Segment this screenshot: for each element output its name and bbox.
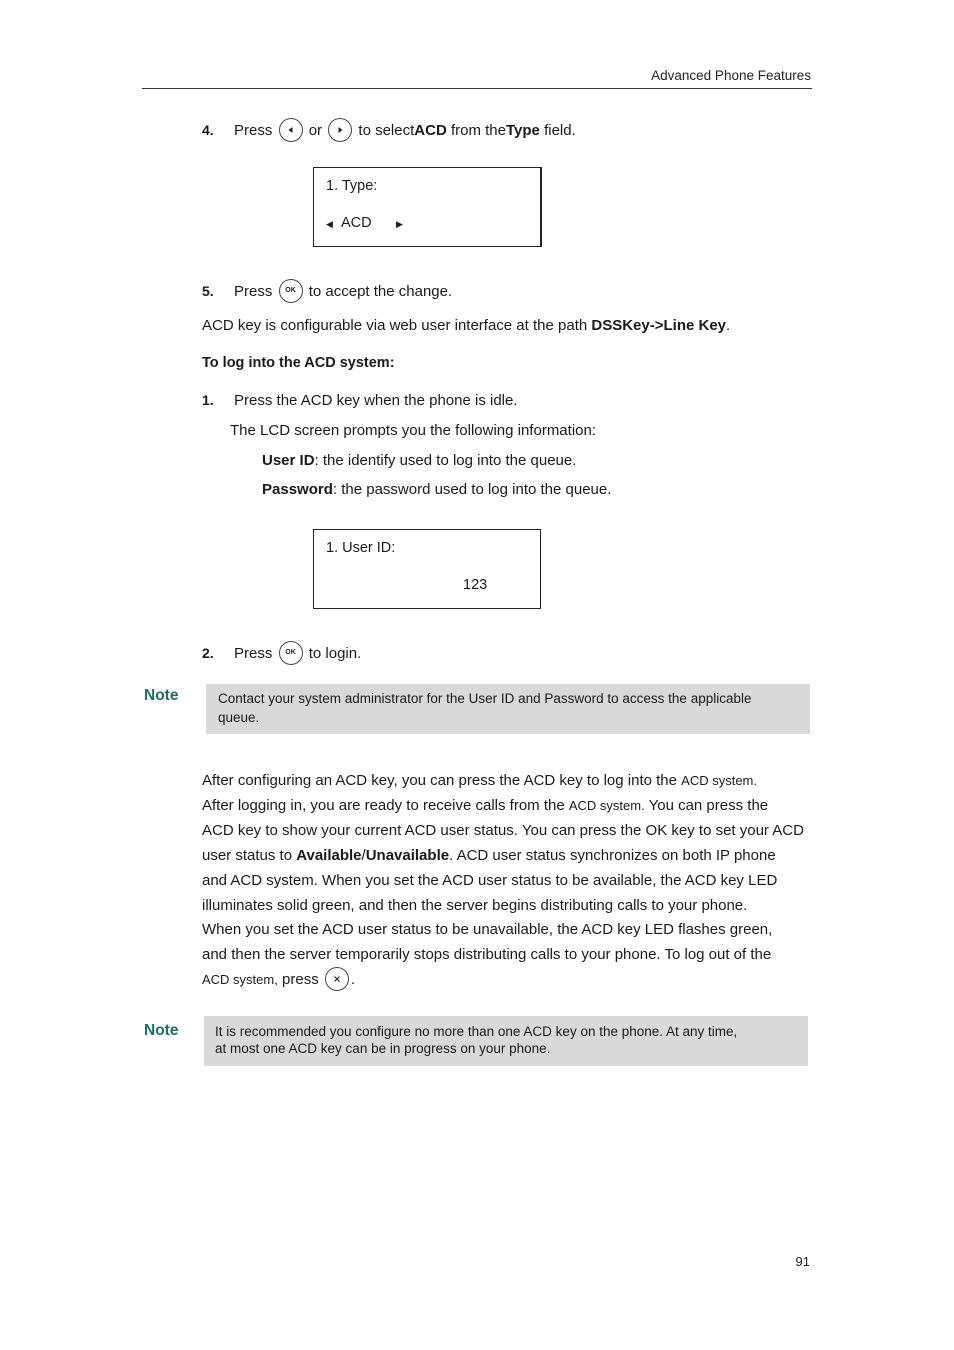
lcd-line-1: 1. User ID:	[326, 540, 396, 556]
step-text: Press	[234, 282, 273, 300]
cancel-x-key-icon	[325, 967, 349, 991]
text-run: After logging in, you are ready to receive calls from the	[202, 796, 569, 814]
user-id-text: : the identify used to log into the queue.	[314, 452, 577, 469]
lcd-screen-user-id	[313, 529, 541, 609]
page-header-title: Advanced Phone Features	[651, 68, 811, 83]
paragraph-line: and then the server temporarily stops distributing calls to your phone. To log out of the	[202, 946, 772, 964]
step-text: to accept the change.	[308, 282, 453, 300]
left-arrow-key-icon	[279, 118, 303, 142]
note-label: Note	[144, 1022, 179, 1039]
paragraph-line: ACD key to show your current ACD user status. You can press the OK key to set your ACD	[202, 821, 804, 839]
step-text: to login.	[308, 644, 362, 662]
login-heading: To log into the ACD system:	[202, 355, 395, 371]
password-label: Password	[262, 481, 333, 498]
user-id-description	[262, 452, 576, 469]
text-run: /	[361, 846, 366, 864]
paragraph-line: and ACD system. When you set the ACD user status to be available, the ACD key LED	[202, 871, 778, 889]
path-arrow: ->	[649, 317, 664, 334]
login-step-1	[202, 392, 518, 409]
header-rule	[142, 88, 812, 89]
config-end: .	[726, 317, 731, 334]
paragraph-line	[202, 968, 814, 993]
right-arrow-key-icon	[328, 118, 352, 142]
step-4	[202, 119, 576, 143]
step-text: field.	[544, 121, 576, 139]
note-line: Contact your system administrator for the User ID and Password to access the applicable	[218, 691, 752, 706]
paragraph-line	[202, 769, 814, 794]
path-dsskey: DSSKey	[591, 317, 650, 334]
step-number: 2.	[202, 644, 214, 661]
password-text: : the password used to log into the queue.	[332, 481, 612, 498]
config-text: ACD key is configurable via web user interface at the path	[202, 317, 588, 334]
text-run: .	[350, 971, 356, 989]
step-number: 4.	[202, 121, 214, 138]
step-text: or	[308, 121, 323, 139]
user-id-label: User ID	[262, 452, 315, 469]
step-text: Press	[234, 644, 273, 662]
lcd-line-1: 1. Type:	[326, 178, 378, 194]
text-run: . ACD user status synchronizes on both IP phone	[449, 846, 776, 864]
step-5	[202, 280, 452, 304]
step-number: 5.	[202, 282, 214, 299]
acd-description-paragraph	[202, 769, 814, 993]
note-box	[204, 1016, 808, 1066]
available-term: Available	[296, 846, 362, 864]
ok-key-icon: OK	[279, 279, 303, 303]
ok-key-icon: OK	[279, 641, 303, 665]
note-line: queue.	[218, 710, 260, 725]
step-text: Press the ACD key when the phone is idle.	[234, 392, 518, 409]
page-number: 91	[795, 1254, 810, 1269]
note-box	[206, 684, 810, 734]
login-step-2	[202, 642, 361, 666]
step-text: Press	[234, 121, 273, 139]
note-label: Note	[144, 687, 179, 704]
step-number: 1.	[202, 392, 214, 408]
lcd-value: ACD	[341, 215, 372, 231]
login-step-1-sub: The LCD screen prompts you the following information:	[230, 422, 597, 439]
text-run: user status to	[202, 846, 297, 864]
text-run: press	[277, 971, 319, 989]
step-text: from the	[450, 121, 506, 139]
text-run: You can press the	[644, 796, 769, 814]
text-run: After configuring an ACD key, you can press the ACD key to log into the	[202, 772, 682, 789]
lcd-left-arrow-icon: ◀	[326, 219, 333, 229]
paragraph-line	[202, 844, 814, 869]
paragraph-line: When you set the ACD user status to be unavailable, the ACD key LED flashes green,	[202, 921, 773, 939]
note-line: at most one ACD key can be in progress on your phone.	[215, 1041, 551, 1056]
type-term: Type	[505, 121, 540, 139]
password-description	[262, 481, 611, 498]
paragraph-line: illuminates solid green, and then the server begins distributing calls to your phone.	[202, 896, 748, 914]
lcd-value: 123	[463, 577, 488, 593]
note-line: It is recommended you configure no more than one ACD key on the phone. At any time,	[215, 1024, 738, 1039]
unavailable-term: Unavailable	[365, 846, 450, 864]
config-path-line	[202, 317, 730, 334]
paragraph-line	[202, 794, 814, 819]
lcd-screen-type	[313, 167, 542, 247]
path-line-key: Line Key	[663, 317, 727, 334]
acd-term: ACD	[414, 121, 447, 139]
text-run: ACD system.	[568, 797, 645, 813]
lcd-right-arrow-icon: ▶	[396, 219, 403, 229]
step-text: to select	[358, 121, 415, 139]
text-run: ACD system,	[202, 972, 278, 988]
text-run: ACD system.	[681, 773, 757, 788]
